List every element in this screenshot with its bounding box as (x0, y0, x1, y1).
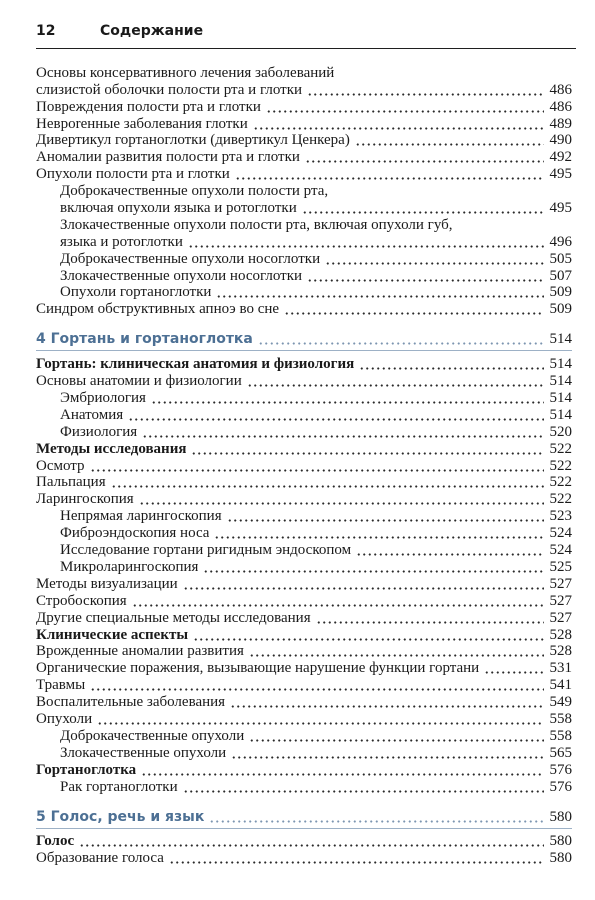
dot-leader (249, 654, 544, 657)
toc-entry (36, 300, 572, 317)
dot-leader (258, 342, 544, 345)
toc-entry-page-number: 514 (549, 356, 572, 373)
dot-leader (307, 93, 544, 96)
dot-leader (132, 604, 544, 607)
toc-entry-page-number: 522 (549, 457, 572, 474)
toc-entry (36, 440, 572, 457)
toc-entry (36, 710, 572, 727)
toc-entry-title: 5 Голос, речь и язык (36, 809, 205, 825)
toc-entry (36, 250, 572, 267)
toc-entry-page-number: 565 (549, 744, 572, 761)
toc-entry-title: Синдром обструктивных апноэ во сне (36, 302, 280, 318)
toc-entry-page-number: 576 (549, 761, 572, 778)
dot-leader (79, 844, 544, 847)
dot-leader (284, 312, 544, 315)
dot-leader (305, 160, 544, 163)
dot-leader (253, 127, 544, 130)
toc-entry-title: Ларингоскопия (36, 492, 134, 508)
toc-entry (36, 64, 572, 81)
toc-entry-title: Доброкачественные опухоли (60, 728, 245, 744)
toc-entry-page-number: 505 (549, 250, 572, 267)
toc-entry-page-number: 489 (549, 115, 572, 132)
dot-leader (183, 790, 544, 793)
dot-leader (111, 485, 544, 488)
toc-chapter-heading (36, 803, 572, 825)
toc-entry (36, 182, 572, 199)
toc-entry-title: Опухоли полости рта и глотки (36, 167, 230, 183)
toc-entry-title: Злокачественные опухоли (60, 745, 227, 761)
toc-entry (36, 490, 572, 507)
toc-entry-title: Невроrенные заболевания глотки (36, 116, 248, 132)
dot-leader (188, 245, 544, 248)
toc-entry-page-number: 496 (549, 233, 572, 250)
toc-entry-title: Дивертикул гортаноглотки (дивертикул Ценкера) (36, 133, 350, 149)
toc-entry-title: Образование голоса (36, 851, 164, 867)
chapter-divider (36, 828, 572, 829)
toc-entry (36, 833, 572, 850)
dot-leader (209, 820, 544, 823)
toc-entry-page-number: 495 (549, 166, 572, 183)
table-of-contents (36, 64, 572, 866)
toc-entry-title: слизистой оболочки полости рта и глотки (36, 82, 303, 98)
toc-entry-page-number: 580 (549, 850, 572, 867)
dot-leader (151, 401, 544, 404)
toc-entry (36, 693, 572, 710)
toc-entry (36, 389, 572, 406)
toc-entry-title: Стробоскопия (36, 593, 127, 609)
toc-entry-title: Рак гортаноглотки (60, 779, 178, 795)
toc-entry-page-number: 527 (549, 592, 572, 609)
dot-leader (128, 418, 544, 421)
toc-entry-page-number: 514 (549, 406, 572, 423)
toc-entry (36, 81, 572, 98)
toc-entry-title: Клинические аспекты (36, 627, 189, 643)
dot-leader (97, 722, 544, 725)
toc-entry-page-number: 522 (549, 491, 572, 508)
toc-entry-title: Гортань: клиническая анатомия и физиология (36, 357, 355, 373)
toc-entry-title: 4 Гортань и гортаноглотка (36, 332, 253, 348)
toc-entry-page-number: 507 (549, 267, 572, 284)
running-title: Содержание (100, 23, 204, 39)
toc-entry (36, 233, 572, 250)
dot-leader (484, 671, 544, 674)
page-header (36, 20, 576, 49)
toc-entry (36, 457, 572, 474)
toc-entry-page-number: 492 (549, 149, 572, 166)
toc-entry-title: Органические поражения, вызывающие нарушение функции гортани (36, 661, 480, 677)
dot-leader (169, 861, 544, 864)
toc-entry (36, 199, 572, 216)
dot-leader (90, 688, 544, 691)
toc-entry (36, 761, 572, 778)
toc-entry-title: Воспалительные заболевания (36, 695, 226, 711)
toc-entry-page-number: 523 (549, 508, 572, 525)
dot-leader (141, 773, 544, 776)
toc-entry (36, 643, 572, 660)
toc-entry (36, 558, 572, 575)
toc-entry (36, 372, 572, 389)
dot-leader (302, 211, 544, 214)
dot-leader (214, 536, 544, 539)
dot-leader (316, 621, 544, 624)
toc-entry (36, 575, 572, 592)
dot-leader (183, 587, 544, 590)
toc-entry-page-number: 509 (549, 284, 572, 301)
dot-leader (266, 110, 544, 113)
toc-entry (36, 132, 572, 149)
toc-entry-page-number: 580 (549, 833, 572, 850)
toc-entry-title: Осмотр (36, 458, 85, 474)
toc-entry-title: Фиброэндоскопия носа (60, 526, 210, 542)
toc-entry-page-number: 509 (549, 301, 572, 318)
toc-entry-title: Основы консервативного лечения заболеваний (36, 65, 335, 81)
toc-entry-page-number: 527 (549, 609, 572, 626)
dot-leader (90, 469, 544, 472)
toc-entry-title: Повреждения полости рта и глотки (36, 99, 261, 115)
toc-entry (36, 778, 572, 795)
toc-entry-page-number: 549 (549, 694, 572, 711)
toc-entry (36, 115, 572, 132)
toc-entry-page-number: 486 (549, 81, 572, 98)
toc-entry-title: языка и ротоглотки (60, 234, 183, 250)
dot-leader (191, 452, 544, 455)
toc-entry (36, 849, 572, 866)
toc-entry-page-number: 525 (549, 558, 572, 575)
toc-entry-page-number: 528 (549, 643, 572, 660)
dot-leader (325, 262, 544, 265)
dot-leader (216, 295, 544, 298)
dot-leader (203, 570, 544, 573)
toc-entry-page-number: 522 (549, 440, 572, 457)
toc-chapter-heading (36, 325, 572, 347)
toc-entry-page-number: 514 (549, 390, 572, 407)
toc-entry (36, 541, 572, 558)
toc-entry (36, 676, 572, 693)
dot-leader (230, 705, 544, 708)
toc-entry (36, 474, 572, 491)
toc-entry (36, 659, 572, 676)
toc-entry (36, 524, 572, 541)
toc-entry-title: Методы исследования (36, 441, 187, 457)
toc-entry-title: Гортаноглотка (36, 762, 137, 778)
toc-entry-title: Анатомия (60, 407, 124, 423)
dot-leader (235, 177, 544, 180)
dot-leader (247, 384, 544, 387)
toc-entry-page-number: 558 (549, 710, 572, 727)
toc-entry-page-number: 528 (549, 626, 572, 643)
toc-entry-title: Физиология (60, 424, 138, 440)
chapter-divider (36, 350, 572, 351)
toc-entry-title: Злокачественные опухоли полости рта, включая опухоли губ, (60, 217, 453, 233)
dot-leader (193, 638, 544, 641)
dot-leader (227, 519, 544, 522)
toc-entry-title: Опухоли (36, 711, 93, 727)
dot-leader (359, 367, 544, 370)
toc-entry-page-number: 531 (549, 660, 572, 677)
toc-entry (36, 592, 572, 609)
toc-entry-page-number: 514 (549, 331, 572, 348)
toc-entry-title: Опухоли гортаноглотки (60, 285, 212, 301)
toc-entry-page-number: 490 (549, 132, 572, 149)
toc-entry-page-number: 522 (549, 474, 572, 491)
toc-entry-title: Аномалии развития полости рта и глотки (36, 150, 300, 166)
toc-entry-page-number: 514 (549, 373, 572, 390)
toc-entry (36, 216, 572, 233)
toc-entry-page-number: 524 (549, 525, 572, 542)
toc-entry (36, 148, 572, 165)
toc-entry (36, 626, 572, 643)
toc-entry-title: включая опухоли языка и ротоглотки (60, 201, 297, 217)
toc-entry-page-number: 520 (549, 423, 572, 440)
dot-leader (142, 435, 544, 438)
toc-entry-page-number: 576 (549, 778, 572, 795)
toc-entry-title: Голос (36, 834, 75, 850)
toc-entry (36, 98, 572, 115)
toc-entry-title: Пальпация (36, 475, 106, 491)
dot-leader (249, 739, 544, 742)
toc-entry-page-number: 486 (549, 98, 572, 115)
dot-leader (139, 502, 544, 505)
toc-entry (36, 267, 572, 284)
toc-entry-title: Другие специальные методы исследования (36, 610, 311, 626)
toc-entry-title: Микроларингоскопия (60, 559, 199, 575)
toc-entry-title: Исследование гортани ригидным эндоскопом (60, 543, 352, 559)
toc-entry-page-number: 495 (549, 200, 572, 217)
toc-entry-title: Доброкачественные опухоли полости рта, (60, 184, 329, 200)
toc-entry (36, 406, 572, 423)
dot-leader (356, 553, 544, 556)
toc-entry (36, 609, 572, 626)
toc-entry-title: Непрямая ларингоскопия (60, 509, 222, 525)
toc-entry (36, 284, 572, 301)
toc-entry-title: Основы анатомии и физиологии (36, 374, 242, 390)
toc-entry-page-number: 541 (549, 677, 572, 694)
toc-entry (36, 423, 572, 440)
toc-entry-title: Врожденные аномалии развития (36, 644, 244, 660)
toc-entry-page-number: 524 (549, 542, 572, 559)
toc-entry-title: Методы визуализации (36, 576, 178, 592)
toc-entry (36, 165, 572, 182)
toc-entry-title: Эмбриология (60, 391, 146, 407)
toc-entry-title: Доброкачественные опухоли носоглотки (60, 251, 321, 267)
page-number: 12 (36, 23, 56, 39)
dot-leader (231, 756, 544, 759)
toc-entry (36, 744, 572, 761)
toc-entry-page-number: 527 (549, 575, 572, 592)
toc-entry (36, 727, 572, 744)
toc-entry (36, 507, 572, 524)
toc-entry (36, 355, 572, 372)
toc-entry-page-number: 558 (549, 727, 572, 744)
toc-entry-title: Злокачественные опухоли носоглотки (60, 268, 303, 284)
toc-entry-title: Травмы (36, 678, 86, 694)
toc-entry-page-number: 580 (549, 808, 572, 825)
dot-leader (355, 143, 544, 146)
dot-leader (307, 279, 544, 282)
